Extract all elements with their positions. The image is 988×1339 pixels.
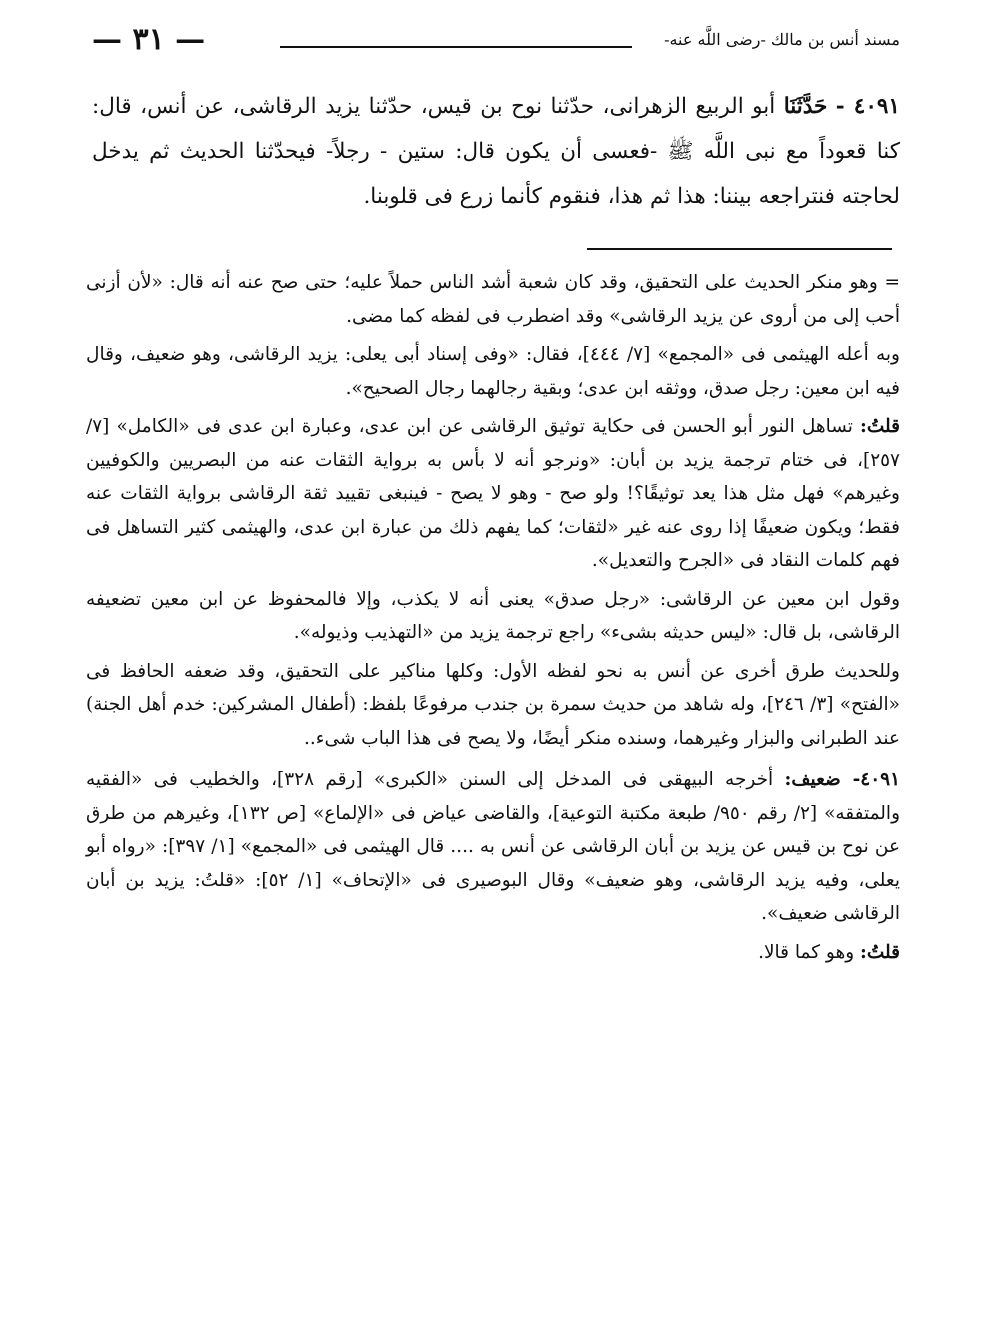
footnote-haythami: وبه أعله الهيثمى فى «المجمع» [٧/ ٤٤٤]، فقال: «وفى إسناد أبى يعلى: يزيد الرقاشى، وهو ضعيف، وقال فيه ابن معين: رجل صدق، ووثقه ابن عدى؛ وبقية رجالهما رجال الصحيح». [86,344,900,399]
footnote-divider [587,248,892,250]
footnote-final [86,936,900,970]
takhrij-text: أخرجه البيهقى فى المدخل إلى السنن «الكبرى» [رقم ٣٢٨]، والخطيب فى «الفقيه والمتفقه» [٢/ رقم ٩٥٠/ طبعة مكتبة التوعية]، والقاضى عياض فى «الإلماع» [ص ١٣٢]، وغيرهم من طرق عن نوح بن قيس عن يزيد بن أبان الرقاشى عن أنس به .... قال الهيثمى فى «المجمع» [١/ ٣٩٧]: «رواه أبو يعلى، وفيه يزيد الرقاشى، وهو ضعيف» وقال البوصيرى فى «الإتحاف» [١/ ٥٢]: «قلتُ: يزيد بن أبان الرقاشى ضعيف». [86,769,901,924]
running-title: مسند أنس بن مالك -رضى اللَّه عنه- [664,30,900,49]
footnotes-block [86,266,900,974]
footnote-takhrij [86,763,900,931]
footnote-qultu [86,410,900,578]
hadith-number: ٤٠٩١ - [835,94,900,119]
hadith-opening: حَدَّثَنَا [783,94,828,119]
page-number-value: ٣١ [132,22,165,57]
final-label: قلتُ: [860,941,900,963]
running-header [92,22,900,62]
page-number: — ٣١ — [92,22,206,57]
footnote-other-routes: وللحديث طرق أخرى عن أنس به نحو لفظه الأول: وكلها مناكير على التحقيق، وقد ضعفه الحافظ فى «الفتح» [٣/ ٢٤٦]، وله شاهد من حديث سمرة بن جندب مرفوعًا بلفظ: (أطفال المشركين: خدم أهل الجنة) عند الطبرانى والبزار وغيرهما، وسنده منكر أيضًا، ولا يصح فى هذا الباب شىء.. [86,660,900,749]
final-text: وهو كما قالا. [758,941,855,963]
hadith-text: أبو الربيع الزهرانى، حدّثنا نوح بن قيس، حدّثنا يزيد الرقاشى، عن أنس، قال: كنا قعوداً مع نبى اللَّه ﷺ -فعسى أن يكون قال: ستين - رجلاً- فيحدّثنا الحديث ثم يدخل لحاجته فنتراجعه بيننا: هذا ثم هذا، فنقوم كأنما زرع فى قلوبنا. [92,94,900,209]
qultu-label: قلتُ: [860,416,900,437]
header-rule [280,46,632,48]
takhrij-label: ٤٠٩١- ضعيف: [784,769,901,790]
hadith-block [92,84,900,219]
footnote-ibn-maeen: وقول ابن معين عن الرقاشى: «رجل صدق» يعنى أنه لا يكذب، وإلا فالمحفوظ عن ابن معين تضعيفه الرقاشى، بل قال: «ليس حديثه بشىء» راجع ترجمة يزيد من «التهذيب وذيوله». [86,588,900,643]
qultu-text: تساهل النور أبو الحسن فى حكاية توثيق الرقاشى عن ابن عدى، وعبارة ابن عدى فى «الكامل» [٧/ ٢٥٧]، فى ختام ترجمة يزيد بن أبان: «ونرجو أنه لا بأس به برواية الثقات عنه من البصريين والكوفيين وغيرهم» فهل مثل هذا يعد توثيقًا؟! ولو صح - وهو لا يصح - فينبغى تقييد ثقة الرقاشى برواية الثقات عنه فقط؛ ويكون ضعيفًا إذا روى عنه غير «لثقات؛ كما يفهم ذلك من عبارة ابن عدى، والهيثمى كثير التساهل فى فهم كلمات النقاد فى «الجرح والتعديل». [86,416,900,571]
hadith-paragraph [92,84,900,219]
footnote-continuation: = وهو منكر الحديث على التحقيق، وقد كان شعبة أشد الناس حملاً عليه؛ حتى صح عنه أنه قال: «لأن أزنى أحب إلى من أروى عن يزيد الرقاشى» وقد اضطرب فى لفظه كما مضى. [86,272,900,327]
